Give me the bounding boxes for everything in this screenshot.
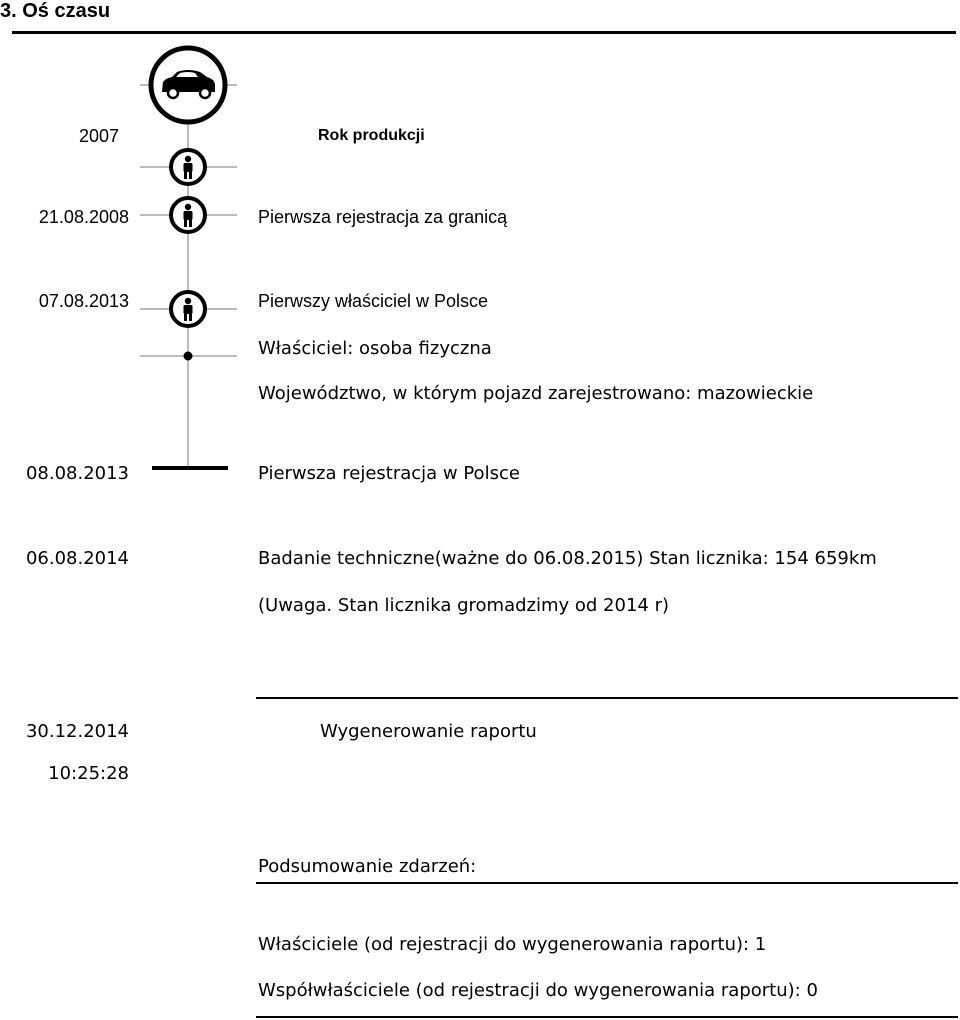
person-icon bbox=[171, 150, 205, 184]
report-time: 10:25:28 bbox=[48, 763, 129, 784]
person-icon bbox=[171, 198, 205, 232]
event-date: 06.08.2014 bbox=[25, 548, 129, 569]
event-date: 08.08.2013 bbox=[25, 463, 129, 484]
report-label: Wygenerowanie raportu bbox=[320, 721, 537, 742]
summary-coowners: Współwłaściciele (od rejestracji do wygenerowania raportu): 0 bbox=[258, 980, 818, 1001]
car-icon bbox=[151, 48, 225, 122]
event-text: (Uwaga. Stan licznika gromadzimy od 2014 r) bbox=[258, 595, 670, 616]
event-text: Pierwszy właściciel w Polsce bbox=[258, 291, 489, 311]
report-date: 30.12.2014 bbox=[25, 721, 129, 742]
person-icon bbox=[171, 292, 205, 326]
summary-owners: Właściciele (od rejestracji do wygenerowania raportu): 1 bbox=[258, 934, 767, 955]
event-text: Pierwsza rejestracja za granicą bbox=[258, 207, 508, 227]
event-text: Pierwsza rejestracja w Polsce bbox=[258, 463, 520, 484]
production-year: 2007 bbox=[78, 126, 119, 146]
section-title: 3. Oś czasu bbox=[0, 0, 111, 22]
summary-bottom-divider bbox=[256, 1016, 958, 1018]
production-label: Rok produkcji bbox=[318, 127, 425, 144]
event-date: 07.08.2013 bbox=[38, 291, 129, 311]
report-divider bbox=[256, 697, 958, 699]
bar-icon bbox=[152, 466, 228, 470]
event-text: Województwo, w którym pojazd zarejestrowano: mazowieckie bbox=[258, 383, 814, 404]
summary-divider bbox=[256, 882, 958, 884]
summary-title: Podsumowanie zdarzeń: bbox=[258, 856, 477, 877]
event-text: Badanie techniczne(ważne do 06.08.2015) Stan licznika: 154 659km bbox=[258, 548, 877, 569]
event-text: Właściciel: osoba fizyczna bbox=[258, 338, 492, 359]
event-date: 21.08.2008 bbox=[38, 207, 129, 227]
dot-icon bbox=[184, 352, 193, 361]
